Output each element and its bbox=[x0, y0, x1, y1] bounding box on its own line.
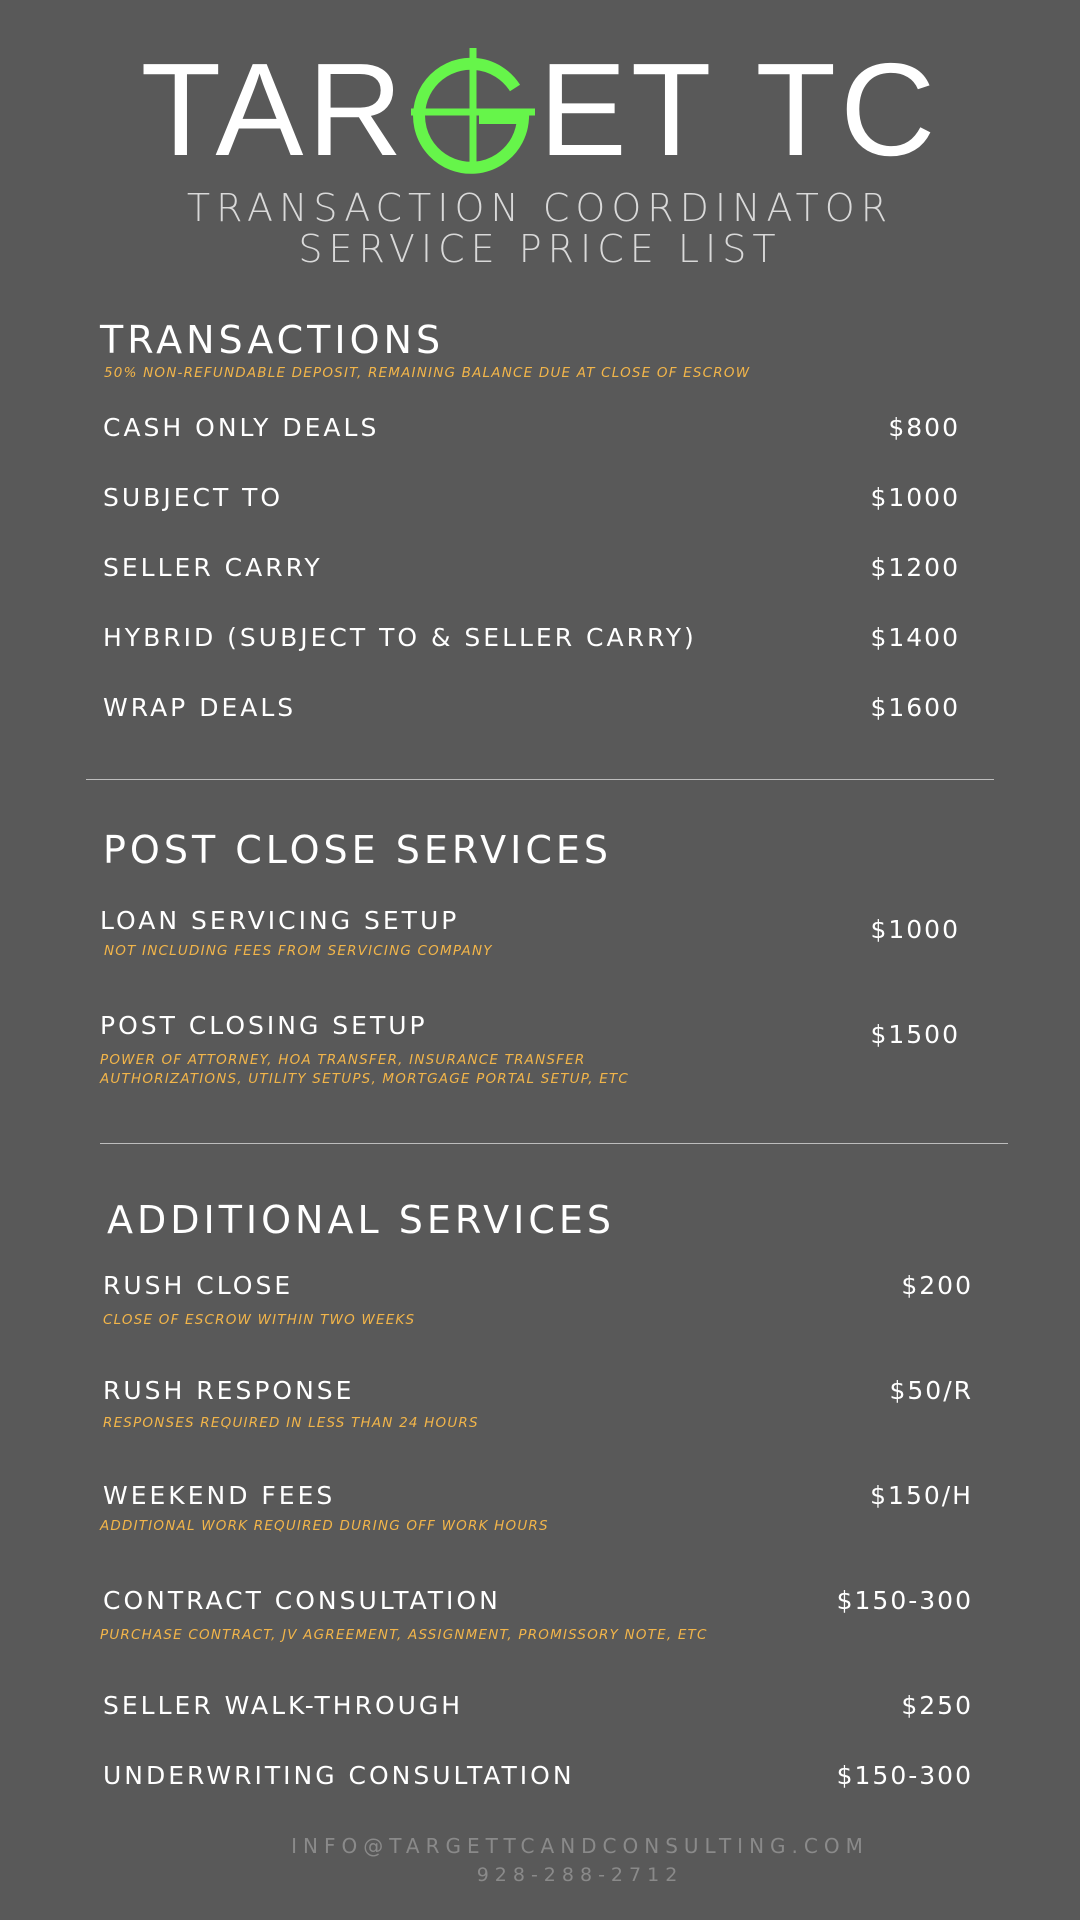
item-label: CASH ONLY DEALS bbox=[103, 413, 380, 442]
item-price: $200 bbox=[901, 1271, 973, 1300]
item-label: SELLER WALK-THROUGH bbox=[103, 1691, 464, 1720]
item-price: $1000 bbox=[870, 483, 960, 512]
footer-phone[interactable]: 928-288-2712 bbox=[476, 1864, 684, 1886]
item-price: $1500 bbox=[870, 1020, 960, 1049]
transactions-note: 50% NON-REFUNDABLE DEPOSIT, REMAINING BALANCE DUE AT CLOSE OF ESCROW bbox=[104, 365, 751, 381]
logo bbox=[0, 36, 1080, 183]
item-label: UNDERWRITING CONSULTATION bbox=[103, 1761, 575, 1790]
item-price: $1400 bbox=[870, 623, 960, 652]
divider bbox=[100, 1143, 1008, 1144]
post-close-title: POST CLOSE SERVICES bbox=[103, 828, 613, 872]
item-label: RUSH CLOSE bbox=[103, 1271, 294, 1300]
item-price: $250 bbox=[901, 1691, 973, 1720]
transactions-title: TRANSACTIONS bbox=[100, 318, 445, 362]
item-price: $150-300 bbox=[836, 1586, 973, 1615]
item-price: $1600 bbox=[870, 693, 960, 722]
item-price: $800 bbox=[888, 413, 960, 442]
item-note: RESPONSES REQUIRED IN LESS THAN 24 HOURS bbox=[103, 1415, 479, 1431]
item-price: $150-300 bbox=[836, 1761, 973, 1790]
item-note: PURCHASE CONTRACT, JV AGREEMENT, ASSIGNMENT, PROMISSORY NOTE, ETC bbox=[100, 1627, 708, 1643]
item-label: WEEKEND FEES bbox=[103, 1481, 336, 1510]
item-label: CONTRACT CONSULTATION bbox=[103, 1586, 501, 1615]
subtitle-line-1: TRANSACTION COORDINATOR bbox=[186, 186, 894, 230]
additional-title: ADDITIONAL SERVICES bbox=[107, 1198, 616, 1242]
logo-text-et: ET bbox=[538, 36, 716, 183]
item-price: $50/R bbox=[889, 1376, 973, 1405]
item-note: CLOSE OF ESCROW WITHIN TWO WEEKS bbox=[103, 1312, 416, 1328]
item-note: ADDITIONAL WORK REQUIRED DURING OFF WORK HOURS bbox=[100, 1518, 549, 1534]
item-label: HYBRID (SUBJECT TO & SELLER CARRY) bbox=[103, 623, 697, 652]
item-note: AUTHORIZATIONS, UTILITY SETUPS, MORTGAGE PORTAL SETUP, ETC bbox=[100, 1071, 629, 1087]
item-price: $1200 bbox=[870, 553, 960, 582]
subtitle-line-2: SERVICE PRICE LIST bbox=[298, 227, 782, 271]
item-label: WRAP DEALS bbox=[103, 693, 297, 722]
item-note: POWER OF ATTORNEY, HOA TRANSFER, INSURANCE TRANSFER bbox=[100, 1052, 586, 1068]
item-label: POST CLOSING SETUP bbox=[100, 1011, 428, 1040]
item-label: RUSH RESPONSE bbox=[103, 1376, 355, 1405]
crosshair-target-icon bbox=[409, 40, 537, 180]
item-label: LOAN SERVICING SETUP bbox=[100, 906, 460, 935]
logo-text-tar: TAR bbox=[140, 36, 407, 183]
item-price: $1000 bbox=[870, 915, 960, 944]
logo-text-tc: TC bbox=[755, 36, 940, 183]
item-note: NOT INCLUDING FEES FROM SERVICING COMPANY bbox=[104, 943, 493, 959]
item-price: $150/H bbox=[870, 1481, 973, 1510]
item-label: SUBJECT TO bbox=[103, 483, 284, 512]
divider bbox=[86, 779, 994, 780]
footer-email[interactable]: INFO@TARGETTCANDCONSULTING.COM bbox=[291, 1834, 869, 1858]
item-label: SELLER CARRY bbox=[103, 553, 323, 582]
